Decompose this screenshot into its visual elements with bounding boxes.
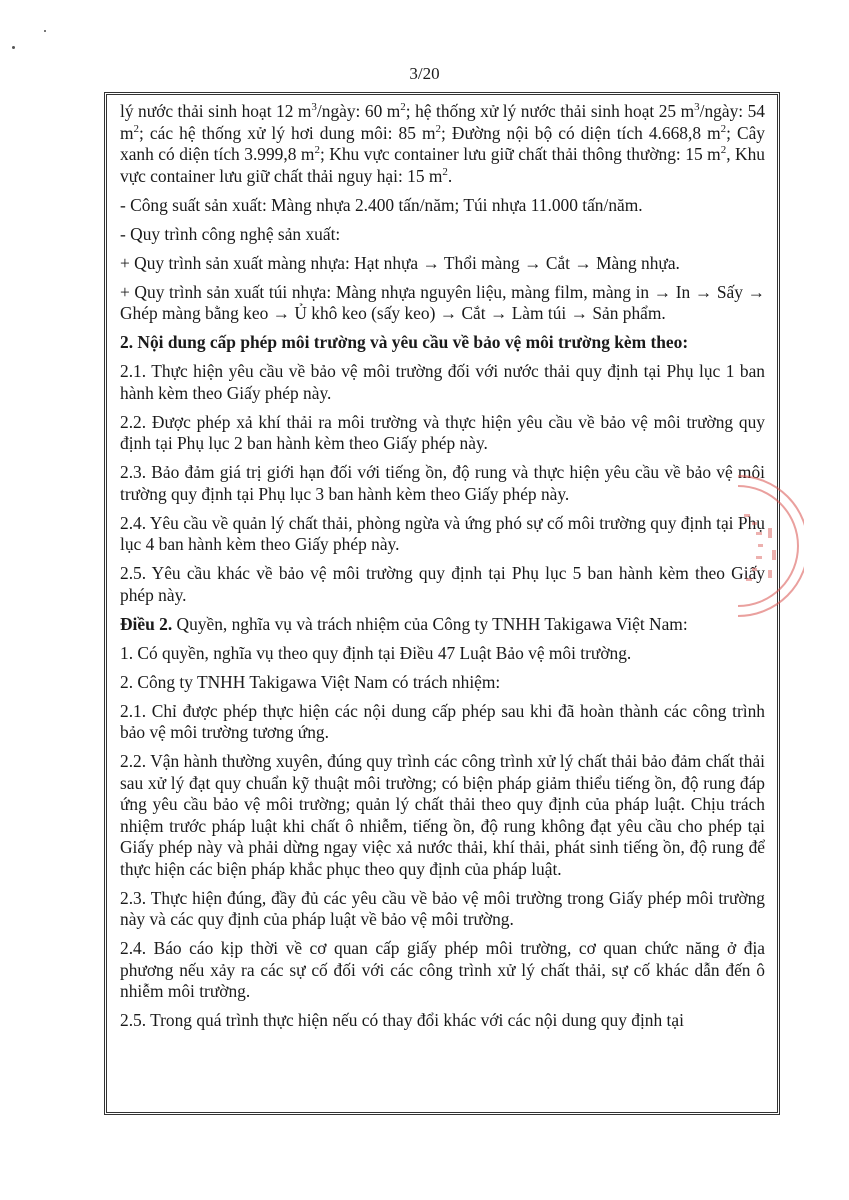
- clause-2-4: 2.4. Yêu cầu về quản lý chất thải, phòng ngừa và ứng phó sự cố môi trường quy định tại Phụ lục 4 ban hành kèm theo Giấy phép này.: [120, 512, 765, 554]
- document-body: [107, 95, 777, 1032]
- paragraph-process-bag: + Quy trình sản xuất túi nhựa: Màng nhựa nguyên liệu, màng film, màng in → In → Sấy → Ghép màng bằng keo → Ủ khô keo (sấy keo) → Cắt → Làm túi → Sản phẩm.: [120, 281, 765, 323]
- paragraph-capacity: - Công suất sản xuất: Màng nhựa 2.400 tấn/năm; Túi nhựa 11.000 tấn/năm.: [120, 194, 643, 215]
- clause-2-2: 2.2. Được phép xả khí thải ra môi trường và thực hiện yêu cầu về bảo vệ môi trường quy định tại Phụ lục 2 ban hành kèm theo Giấy phép này.: [120, 411, 765, 453]
- article-2-item-2: 2. Công ty TNHH Takigawa Việt Nam có trách nhiệm:: [120, 671, 501, 692]
- paragraph-area-intro: lý nước thải sinh hoạt 12 $m^3$/ngày: 60 $m^2$; hệ thống xử lý nước thải sinh hoạt 25 $m^3$/ngày: 54 $m^2$; các hệ thống xử lý hơi dung môi: 85 $m^2$; Đường nội bộ có diện tích 4.668,8 $m^2$; Cây xanh có diện tích 3.999,8 $m^2$; Khu vực container lưu giữ chất thải thông thường: 15 $m^2$, Khu vực container lưu giữ chất thải nguy hại: 15 $m^2$.: [120, 101, 765, 186]
- article-2-item-1: 1. Có quyền, nghĩa vụ theo quy định tại Điều 47 Luật Bảo vệ môi trường.: [120, 642, 632, 663]
- article-2-item-2-3: 2.3. Thực hiện đúng, đầy đủ các yêu cầu về bảo vệ môi trường trong Giấy phép môi trường này và các quy định của pháp luật về bảo vệ môi trường.: [120, 887, 765, 929]
- paragraph-process-film: + Quy trình sản xuất màng nhựa: Hạt nhựa → Thổi màng → Cắt → Màng nhựa.: [120, 252, 680, 273]
- article-2-heading: [120, 614, 765, 636]
- page-number: 3/20: [409, 64, 440, 83]
- scan-speck: [44, 30, 46, 32]
- paragraph-process-heading: - Quy trình công nghệ sản xuất:: [120, 223, 341, 244]
- article-2-label: Điều 2.: [120, 613, 173, 634]
- article-2-item-2-5: 2.5. Trong quá trình thực hiện nếu có thay đổi khác với các nội dung quy định tại: [120, 1010, 684, 1030]
- document-frame: [104, 92, 780, 1115]
- scan-speck: [12, 46, 15, 49]
- clause-2-5: 2.5. Yêu cầu khác về bảo vệ môi trường quy định tại Phụ lục 5 ban hành kèm theo Giấy phép này.: [120, 563, 765, 605]
- article-2-text: Quyền, nghĩa vụ và trách nhiệm của Công ty TNHH Takigawa Việt Nam:: [172, 613, 688, 634]
- clause-2-3: 2.3. Bảo đảm giá trị giới hạn đối với tiếng ồn, độ rung và thực hiện yêu cầu về bảo vệ môi trường quy định tại Phụ lục 3 ban hành kèm theo Giấy phép này.: [120, 462, 765, 504]
- section-2-title: 2. Nội dung cấp phép môi trường và yêu cầu về bảo vệ môi trường kèm theo:: [120, 332, 689, 352]
- clause-2-1: 2.1. Thực hiện yêu cầu về bảo vệ môi trường đối với nước thải quy định tại Phụ lục 1 ban hành kèm theo Giấy phép này.: [120, 361, 765, 403]
- article-2-item-2-2: 2.2. Vận hành thường xuyên, đúng quy trình các công trình xử lý chất thải bảo đảm chất thải sau xử lý đạt quy chuẩn kỹ thuật môi trường; có biện pháp giảm thiểu tiếng ồn, độ rung đáp ứng yêu cầu bảo vệ môi trường; quản lý chất thải theo quy định của pháp luật. Chịu trách nhiệm trước pháp luật khi chất ô nhiễm, tiếng ồn, độ rung không đạt yêu cầu cho phép tại Giấy phép này và phải dừng ngay việc xả nước thải, khí thải, phát sinh tiếng ồn, độ rung để thực hiện các biện pháp khắc phục theo quy định của pháp luật.: [120, 751, 765, 879]
- article-2-item-2-1: 2.1. Chỉ được phép thực hiện các nội dung cấp phép sau khi đã hoàn thành các công trình bảo vệ môi trường tương ứng.: [120, 700, 765, 742]
- article-2-item-2-4: 2.4. Báo cáo kịp thời về cơ quan cấp giấy phép môi trường, cơ quan chức năng ở địa phương nếu xảy ra các sự cố đối với các công trình xử lý chất thải, sự cố khác dẫn đến ô nhiễm môi trường.: [120, 938, 765, 1001]
